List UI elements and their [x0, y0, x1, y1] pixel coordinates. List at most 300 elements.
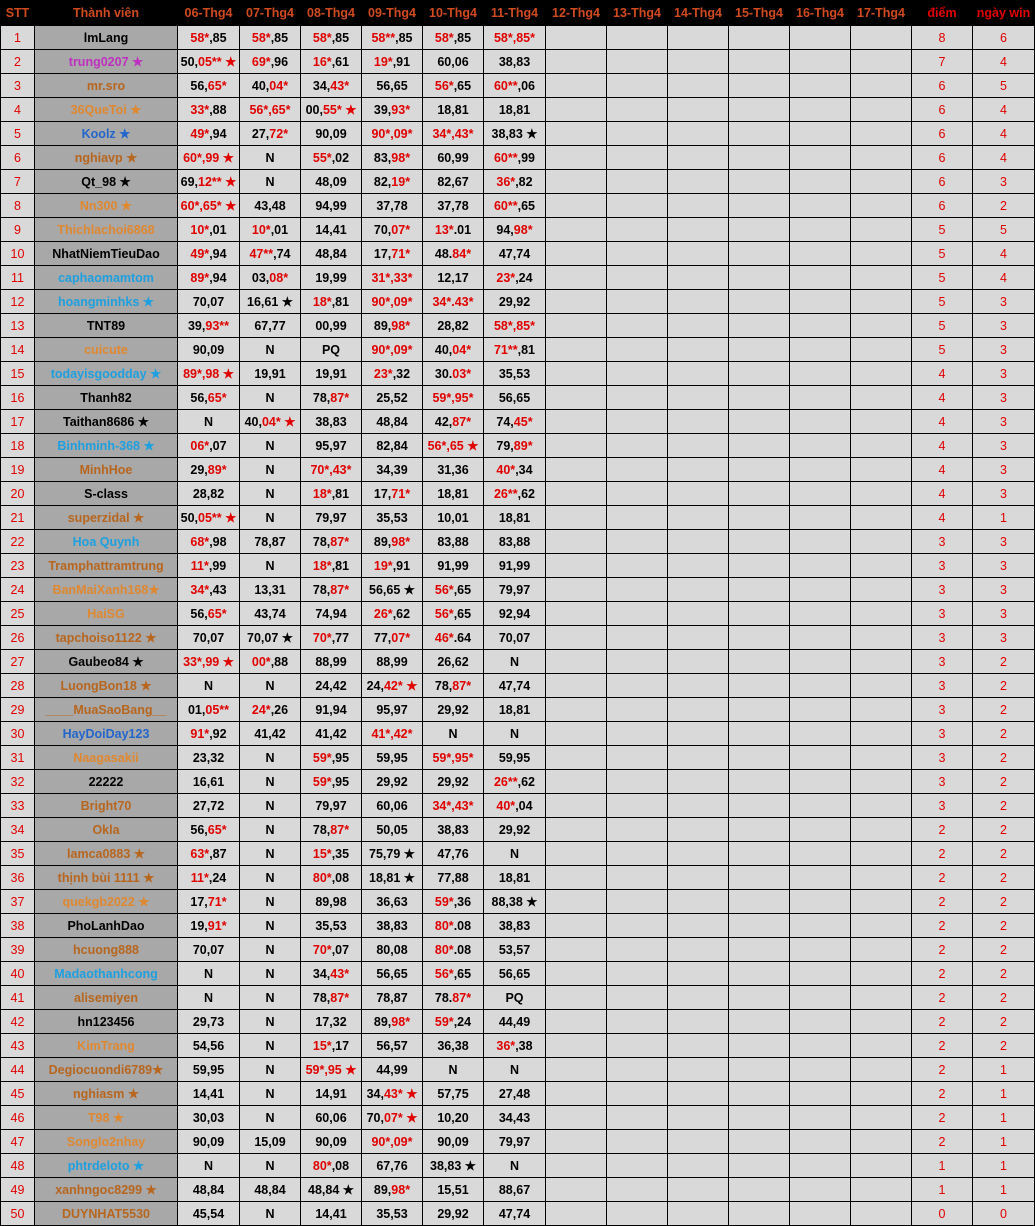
empty-day-cell[interactable]	[790, 1130, 851, 1154]
empty-day-cell[interactable]	[668, 50, 729, 74]
member-name[interactable]: 36QueToi ★	[35, 98, 178, 122]
empty-day-cell[interactable]	[668, 1202, 729, 1226]
empty-day-cell[interactable]	[607, 698, 668, 722]
empty-day-cell[interactable]	[851, 1106, 912, 1130]
empty-day-cell[interactable]	[729, 1106, 790, 1130]
table-row[interactable]	[1, 362, 1035, 386]
day-result-cell[interactable]	[423, 842, 484, 866]
day-result-cell[interactable]	[301, 26, 362, 50]
empty-day-cell[interactable]	[851, 170, 912, 194]
day-result-cell[interactable]	[484, 602, 546, 626]
empty-day-cell[interactable]	[607, 74, 668, 98]
column-header[interactable]: 07-Thg4	[240, 1, 301, 26]
empty-day-cell[interactable]	[851, 866, 912, 890]
day-result-cell[interactable]	[362, 1130, 423, 1154]
empty-day-cell[interactable]	[607, 410, 668, 434]
day-result-cell[interactable]	[178, 170, 240, 194]
empty-day-cell[interactable]	[729, 866, 790, 890]
day-result-cell[interactable]	[240, 506, 301, 530]
table-row[interactable]	[1, 1154, 1035, 1178]
empty-day-cell[interactable]	[607, 1058, 668, 1082]
column-header[interactable]: 16-Thg4	[790, 1, 851, 26]
table-row[interactable]	[1, 938, 1035, 962]
day-result-cell[interactable]	[362, 962, 423, 986]
day-result-cell[interactable]	[423, 914, 484, 938]
empty-day-cell[interactable]	[668, 914, 729, 938]
table-row[interactable]	[1, 410, 1035, 434]
empty-day-cell[interactable]	[729, 26, 790, 50]
empty-day-cell[interactable]	[546, 1178, 607, 1202]
day-result-cell[interactable]	[240, 1154, 301, 1178]
day-result-cell[interactable]	[423, 242, 484, 266]
day-result-cell[interactable]	[178, 26, 240, 50]
empty-day-cell[interactable]	[851, 698, 912, 722]
day-result-cell[interactable]	[301, 482, 362, 506]
empty-day-cell[interactable]	[546, 50, 607, 74]
day-result-cell[interactable]	[178, 602, 240, 626]
day-result-cell[interactable]	[484, 866, 546, 890]
empty-day-cell[interactable]	[790, 650, 851, 674]
day-result-cell[interactable]	[423, 1058, 484, 1082]
empty-day-cell[interactable]	[546, 1154, 607, 1178]
day-result-cell[interactable]	[423, 530, 484, 554]
day-result-cell[interactable]	[240, 1034, 301, 1058]
day-result-cell[interactable]	[301, 794, 362, 818]
empty-day-cell[interactable]	[851, 794, 912, 818]
day-result-cell[interactable]	[423, 1082, 484, 1106]
empty-day-cell[interactable]	[851, 986, 912, 1010]
empty-day-cell[interactable]	[607, 602, 668, 626]
table-row[interactable]	[1, 290, 1035, 314]
day-result-cell[interactable]	[423, 98, 484, 122]
empty-day-cell[interactable]	[668, 842, 729, 866]
day-result-cell[interactable]	[178, 194, 240, 218]
member-name[interactable]: nghiasm ★	[35, 1082, 178, 1106]
empty-day-cell[interactable]	[607, 122, 668, 146]
day-result-cell[interactable]	[301, 458, 362, 482]
day-result-cell[interactable]	[362, 794, 423, 818]
empty-day-cell[interactable]	[546, 194, 607, 218]
empty-day-cell[interactable]	[607, 194, 668, 218]
column-header[interactable]: 12-Thg4	[546, 1, 607, 26]
day-result-cell[interactable]	[362, 866, 423, 890]
empty-day-cell[interactable]	[851, 146, 912, 170]
member-name[interactable]: TNT89	[35, 314, 178, 338]
empty-day-cell[interactable]	[851, 50, 912, 74]
column-header[interactable]: 17-Thg4	[851, 1, 912, 26]
day-result-cell[interactable]	[362, 554, 423, 578]
day-result-cell[interactable]	[484, 266, 546, 290]
empty-day-cell[interactable]	[546, 1034, 607, 1058]
day-result-cell[interactable]	[423, 194, 484, 218]
day-result-cell[interactable]	[178, 650, 240, 674]
day-result-cell[interactable]	[240, 314, 301, 338]
day-result-cell[interactable]	[178, 458, 240, 482]
day-result-cell[interactable]	[362, 1058, 423, 1082]
empty-day-cell[interactable]	[546, 938, 607, 962]
day-result-cell[interactable]	[423, 938, 484, 962]
member-name[interactable]: lamca0883 ★	[35, 842, 178, 866]
empty-day-cell[interactable]	[851, 938, 912, 962]
table-row[interactable]	[1, 890, 1035, 914]
empty-day-cell[interactable]	[607, 746, 668, 770]
day-result-cell[interactable]	[484, 290, 546, 314]
empty-day-cell[interactable]	[607, 290, 668, 314]
empty-day-cell[interactable]	[546, 506, 607, 530]
day-result-cell[interactable]	[484, 1010, 546, 1034]
day-result-cell[interactable]	[178, 866, 240, 890]
empty-day-cell[interactable]	[790, 866, 851, 890]
day-result-cell[interactable]	[362, 122, 423, 146]
day-result-cell[interactable]	[301, 98, 362, 122]
empty-day-cell[interactable]	[729, 746, 790, 770]
empty-day-cell[interactable]	[668, 698, 729, 722]
empty-day-cell[interactable]	[668, 1034, 729, 1058]
day-result-cell[interactable]	[301, 1178, 362, 1202]
day-result-cell[interactable]	[178, 530, 240, 554]
day-result-cell[interactable]	[301, 578, 362, 602]
day-result-cell[interactable]	[362, 914, 423, 938]
day-result-cell[interactable]	[423, 602, 484, 626]
empty-day-cell[interactable]	[546, 890, 607, 914]
day-result-cell[interactable]	[301, 1202, 362, 1226]
empty-day-cell[interactable]	[851, 482, 912, 506]
day-result-cell[interactable]	[484, 530, 546, 554]
day-result-cell[interactable]	[362, 1010, 423, 1034]
empty-day-cell[interactable]	[851, 338, 912, 362]
empty-day-cell[interactable]	[790, 26, 851, 50]
empty-day-cell[interactable]	[607, 386, 668, 410]
day-result-cell[interactable]	[240, 554, 301, 578]
empty-day-cell[interactable]	[851, 674, 912, 698]
day-result-cell[interactable]	[240, 770, 301, 794]
day-result-cell[interactable]	[178, 1034, 240, 1058]
empty-day-cell[interactable]	[729, 698, 790, 722]
empty-day-cell[interactable]	[607, 458, 668, 482]
empty-day-cell[interactable]	[790, 386, 851, 410]
empty-day-cell[interactable]	[851, 242, 912, 266]
day-result-cell[interactable]	[484, 818, 546, 842]
empty-day-cell[interactable]	[729, 962, 790, 986]
member-name[interactable]: Hoa Quynh	[35, 530, 178, 554]
day-result-cell[interactable]	[423, 314, 484, 338]
member-name[interactable]: PhoLanhDao	[35, 914, 178, 938]
table-row[interactable]	[1, 146, 1035, 170]
day-result-cell[interactable]	[484, 122, 546, 146]
empty-day-cell[interactable]	[607, 26, 668, 50]
empty-day-cell[interactable]	[790, 626, 851, 650]
empty-day-cell[interactable]	[790, 554, 851, 578]
day-result-cell[interactable]	[240, 266, 301, 290]
day-result-cell[interactable]	[240, 98, 301, 122]
table-row[interactable]	[1, 602, 1035, 626]
empty-day-cell[interactable]	[851, 290, 912, 314]
empty-day-cell[interactable]	[729, 770, 790, 794]
table-row[interactable]	[1, 242, 1035, 266]
day-result-cell[interactable]	[484, 26, 546, 50]
day-result-cell[interactable]	[362, 482, 423, 506]
empty-day-cell[interactable]	[546, 122, 607, 146]
empty-day-cell[interactable]	[851, 266, 912, 290]
day-result-cell[interactable]	[178, 74, 240, 98]
empty-day-cell[interactable]	[790, 1058, 851, 1082]
day-result-cell[interactable]	[362, 1178, 423, 1202]
empty-day-cell[interactable]	[790, 122, 851, 146]
day-result-cell[interactable]	[178, 1010, 240, 1034]
day-result-cell[interactable]	[240, 530, 301, 554]
empty-day-cell[interactable]	[607, 266, 668, 290]
empty-day-cell[interactable]	[851, 746, 912, 770]
empty-day-cell[interactable]	[729, 434, 790, 458]
empty-day-cell[interactable]	[729, 362, 790, 386]
day-result-cell[interactable]	[362, 1154, 423, 1178]
empty-day-cell[interactable]	[729, 1082, 790, 1106]
member-name[interactable]: T98 ★	[35, 1106, 178, 1130]
table-row[interactable]	[1, 170, 1035, 194]
day-result-cell[interactable]	[362, 530, 423, 554]
day-result-cell[interactable]	[240, 458, 301, 482]
empty-day-cell[interactable]	[729, 1058, 790, 1082]
empty-day-cell[interactable]	[668, 74, 729, 98]
day-result-cell[interactable]	[240, 218, 301, 242]
empty-day-cell[interactable]	[790, 314, 851, 338]
empty-day-cell[interactable]	[851, 1010, 912, 1034]
day-result-cell[interactable]	[240, 602, 301, 626]
day-result-cell[interactable]	[423, 794, 484, 818]
empty-day-cell[interactable]	[546, 866, 607, 890]
day-result-cell[interactable]	[484, 74, 546, 98]
day-result-cell[interactable]	[484, 626, 546, 650]
member-name[interactable]: 22222	[35, 770, 178, 794]
empty-day-cell[interactable]	[668, 722, 729, 746]
empty-day-cell[interactable]	[546, 962, 607, 986]
empty-day-cell[interactable]	[729, 938, 790, 962]
member-name[interactable]: tapchoiso1122 ★	[35, 626, 178, 650]
day-result-cell[interactable]	[484, 554, 546, 578]
day-result-cell[interactable]	[362, 674, 423, 698]
empty-day-cell[interactable]	[607, 1130, 668, 1154]
day-result-cell[interactable]	[240, 818, 301, 842]
empty-day-cell[interactable]	[851, 554, 912, 578]
empty-day-cell[interactable]	[851, 314, 912, 338]
day-result-cell[interactable]	[240, 578, 301, 602]
day-result-cell[interactable]	[301, 1034, 362, 1058]
empty-day-cell[interactable]	[851, 1058, 912, 1082]
day-result-cell[interactable]	[423, 722, 484, 746]
empty-day-cell[interactable]	[607, 722, 668, 746]
day-result-cell[interactable]	[240, 386, 301, 410]
day-result-cell[interactable]	[423, 866, 484, 890]
day-result-cell[interactable]	[362, 434, 423, 458]
member-name[interactable]: Binhminh-368 ★	[35, 434, 178, 458]
day-result-cell[interactable]	[362, 74, 423, 98]
empty-day-cell[interactable]	[729, 338, 790, 362]
day-result-cell[interactable]	[484, 410, 546, 434]
empty-day-cell[interactable]	[790, 674, 851, 698]
empty-day-cell[interactable]	[607, 914, 668, 938]
empty-day-cell[interactable]	[607, 938, 668, 962]
day-result-cell[interactable]	[240, 362, 301, 386]
day-result-cell[interactable]	[178, 362, 240, 386]
empty-day-cell[interactable]	[546, 842, 607, 866]
empty-day-cell[interactable]	[607, 170, 668, 194]
member-name[interactable]: Thanh82	[35, 386, 178, 410]
day-result-cell[interactable]	[362, 242, 423, 266]
empty-day-cell[interactable]	[790, 794, 851, 818]
empty-day-cell[interactable]	[668, 362, 729, 386]
empty-day-cell[interactable]	[729, 578, 790, 602]
empty-day-cell[interactable]	[546, 434, 607, 458]
table-row[interactable]	[1, 50, 1035, 74]
table-row[interactable]	[1, 26, 1035, 50]
empty-day-cell[interactable]	[851, 74, 912, 98]
empty-day-cell[interactable]	[851, 650, 912, 674]
empty-day-cell[interactable]	[668, 338, 729, 362]
empty-day-cell[interactable]	[668, 602, 729, 626]
empty-day-cell[interactable]	[546, 746, 607, 770]
table-row[interactable]	[1, 866, 1035, 890]
day-result-cell[interactable]	[484, 698, 546, 722]
day-result-cell[interactable]	[423, 386, 484, 410]
empty-day-cell[interactable]	[851, 890, 912, 914]
member-name[interactable]: Naagasakii	[35, 746, 178, 770]
member-name[interactable]: nghiavp ★	[35, 146, 178, 170]
empty-day-cell[interactable]	[729, 1178, 790, 1202]
table-row[interactable]	[1, 98, 1035, 122]
day-result-cell[interactable]	[301, 914, 362, 938]
day-result-cell[interactable]	[178, 266, 240, 290]
day-result-cell[interactable]	[423, 1010, 484, 1034]
empty-day-cell[interactable]	[607, 362, 668, 386]
day-result-cell[interactable]	[423, 626, 484, 650]
day-result-cell[interactable]	[178, 434, 240, 458]
day-result-cell[interactable]	[301, 770, 362, 794]
day-result-cell[interactable]	[362, 170, 423, 194]
empty-day-cell[interactable]	[851, 818, 912, 842]
day-result-cell[interactable]	[362, 338, 423, 362]
empty-day-cell[interactable]	[729, 482, 790, 506]
day-result-cell[interactable]	[301, 386, 362, 410]
empty-day-cell[interactable]	[790, 962, 851, 986]
member-name[interactable]: Songlo2nhay	[35, 1130, 178, 1154]
day-result-cell[interactable]	[484, 962, 546, 986]
day-result-cell[interactable]	[484, 386, 546, 410]
day-result-cell[interactable]	[484, 242, 546, 266]
empty-day-cell[interactable]	[729, 170, 790, 194]
empty-day-cell[interactable]	[668, 746, 729, 770]
day-result-cell[interactable]	[484, 338, 546, 362]
day-result-cell[interactable]	[301, 74, 362, 98]
day-result-cell[interactable]	[423, 434, 484, 458]
day-result-cell[interactable]	[178, 98, 240, 122]
empty-day-cell[interactable]	[729, 674, 790, 698]
empty-day-cell[interactable]	[851, 386, 912, 410]
day-result-cell[interactable]	[362, 1034, 423, 1058]
day-result-cell[interactable]	[178, 290, 240, 314]
day-result-cell[interactable]	[484, 218, 546, 242]
day-result-cell[interactable]	[301, 842, 362, 866]
empty-day-cell[interactable]	[668, 938, 729, 962]
table-row[interactable]	[1, 674, 1035, 698]
day-result-cell[interactable]	[423, 482, 484, 506]
empty-day-cell[interactable]	[729, 290, 790, 314]
empty-day-cell[interactable]	[729, 722, 790, 746]
empty-day-cell[interactable]	[607, 506, 668, 530]
empty-day-cell[interactable]	[546, 722, 607, 746]
day-result-cell[interactable]	[178, 146, 240, 170]
day-result-cell[interactable]	[301, 194, 362, 218]
empty-day-cell[interactable]	[851, 962, 912, 986]
table-row[interactable]	[1, 554, 1035, 578]
day-result-cell[interactable]	[178, 1154, 240, 1178]
empty-day-cell[interactable]	[851, 1178, 912, 1202]
day-result-cell[interactable]	[178, 722, 240, 746]
table-row[interactable]	[1, 578, 1035, 602]
day-result-cell[interactable]	[484, 1106, 546, 1130]
day-result-cell[interactable]	[301, 1106, 362, 1130]
empty-day-cell[interactable]	[607, 650, 668, 674]
day-result-cell[interactable]	[423, 1154, 484, 1178]
table-row[interactable]	[1, 914, 1035, 938]
day-result-cell[interactable]	[423, 818, 484, 842]
day-result-cell[interactable]	[301, 530, 362, 554]
day-result-cell[interactable]	[178, 962, 240, 986]
day-result-cell[interactable]	[301, 314, 362, 338]
day-result-cell[interactable]	[484, 98, 546, 122]
empty-day-cell[interactable]	[607, 98, 668, 122]
day-result-cell[interactable]	[484, 842, 546, 866]
day-result-cell[interactable]	[178, 410, 240, 434]
member-name[interactable]: LuongBon18 ★	[35, 674, 178, 698]
column-header[interactable]: 14-Thg4	[668, 1, 729, 26]
day-result-cell[interactable]	[362, 1202, 423, 1226]
day-result-cell[interactable]	[301, 1058, 362, 1082]
empty-day-cell[interactable]	[729, 602, 790, 626]
member-name[interactable]: Bright70	[35, 794, 178, 818]
day-result-cell[interactable]	[301, 938, 362, 962]
empty-day-cell[interactable]	[729, 458, 790, 482]
day-result-cell[interactable]	[423, 650, 484, 674]
member-name[interactable]: hoangminhks ★	[35, 290, 178, 314]
empty-day-cell[interactable]	[668, 242, 729, 266]
empty-day-cell[interactable]	[851, 842, 912, 866]
empty-day-cell[interactable]	[546, 698, 607, 722]
column-header[interactable]: điểm	[912, 1, 973, 26]
day-result-cell[interactable]	[240, 1130, 301, 1154]
empty-day-cell[interactable]	[607, 986, 668, 1010]
empty-day-cell[interactable]	[668, 386, 729, 410]
empty-day-cell[interactable]	[729, 818, 790, 842]
empty-day-cell[interactable]	[607, 770, 668, 794]
empty-day-cell[interactable]	[790, 458, 851, 482]
empty-day-cell[interactable]	[546, 1202, 607, 1226]
day-result-cell[interactable]	[362, 194, 423, 218]
day-result-cell[interactable]	[362, 578, 423, 602]
table-row[interactable]	[1, 506, 1035, 530]
day-result-cell[interactable]	[240, 194, 301, 218]
day-result-cell[interactable]	[240, 746, 301, 770]
day-result-cell[interactable]	[178, 746, 240, 770]
empty-day-cell[interactable]	[729, 914, 790, 938]
empty-day-cell[interactable]	[790, 746, 851, 770]
empty-day-cell[interactable]	[607, 842, 668, 866]
day-result-cell[interactable]	[240, 794, 301, 818]
day-result-cell[interactable]	[423, 218, 484, 242]
day-result-cell[interactable]	[484, 986, 546, 1010]
day-result-cell[interactable]	[484, 650, 546, 674]
day-result-cell[interactable]	[178, 890, 240, 914]
empty-day-cell[interactable]	[668, 1082, 729, 1106]
